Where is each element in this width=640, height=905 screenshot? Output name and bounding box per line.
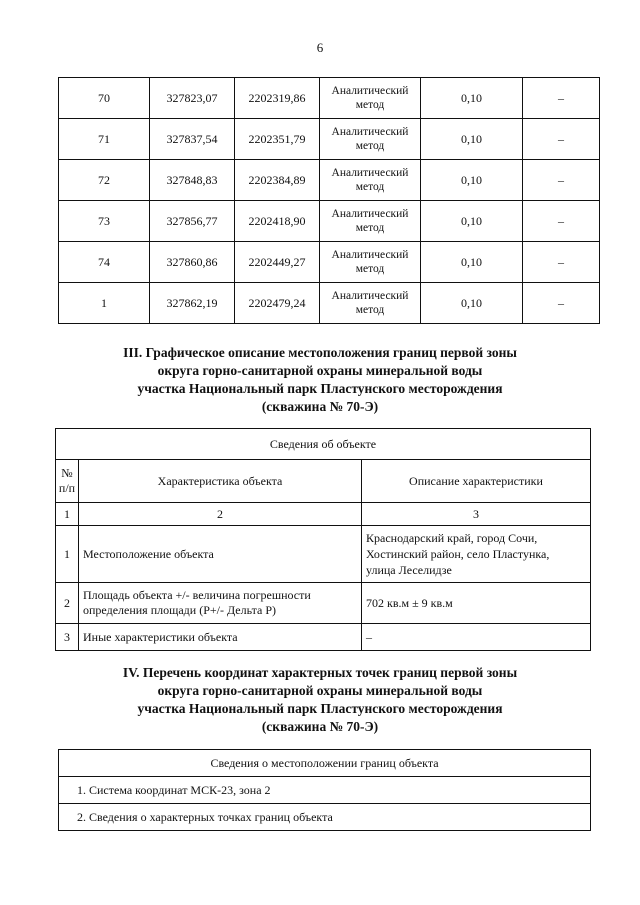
coordinate-row	[59, 119, 600, 160]
precision-cell: 0,10	[421, 242, 523, 283]
row-number: 3	[56, 624, 79, 651]
section-4-heading	[40, 664, 600, 736]
page-number: 6	[316, 40, 324, 55]
column-number-header	[56, 460, 79, 503]
object-table-index-row	[56, 503, 591, 526]
column-characteristic-header: Характеристика объекта	[79, 460, 362, 503]
precision-cell: 0,10	[421, 160, 523, 201]
method-cell	[320, 160, 421, 201]
coordinate-row	[59, 242, 600, 283]
column-index-1: 1	[56, 503, 79, 526]
section-3-heading-line-4: (скважина № 70-Э)	[261, 399, 379, 414]
x-coordinate-cell: 327823,07	[150, 78, 235, 119]
y-coordinate-cell: 2202449,27	[235, 242, 320, 283]
point-number-cell: 74	[59, 242, 150, 283]
method-line: метод	[355, 181, 385, 193]
description-cell	[362, 526, 591, 583]
note-cell: –	[523, 160, 600, 201]
boundary-table-row	[59, 777, 591, 804]
section-4-heading-line-3: участка Национальный парк Пластунского месторождения	[137, 701, 503, 716]
object-table-column-headers	[56, 460, 591, 503]
description-line: улица Леселидзе	[366, 563, 452, 577]
precision-cell: 0,10	[421, 78, 523, 119]
row-number: 2	[56, 583, 79, 624]
method-line: метод	[355, 304, 385, 316]
method-line: метод	[355, 140, 385, 152]
precision-cell: 0,10	[421, 201, 523, 242]
section-4-heading-line-1: IV. Перечень координат характерных точек границ первой зоны	[122, 665, 518, 680]
object-table-row-location	[56, 526, 591, 583]
section-3-heading-line-3: участка Национальный парк Пластунского месторождения	[137, 381, 503, 396]
boundary-table-header: Сведения о местоположении границ объекта	[59, 750, 591, 777]
row-number: 1	[56, 526, 79, 583]
method-cell	[320, 78, 421, 119]
coordinate-row	[59, 78, 600, 119]
coordinate-row	[59, 160, 600, 201]
boundary-info-table	[58, 749, 591, 831]
characteristic-line: Площадь объекта +/- величина погрешности	[83, 588, 311, 602]
object-table-header: Сведения об объекте	[56, 429, 591, 460]
point-number-cell: 71	[59, 119, 150, 160]
note-cell: –	[523, 119, 600, 160]
method-line: Аналитический	[331, 167, 409, 179]
column-number-header-line-2: п/п	[58, 481, 76, 495]
method-line: Аналитический	[331, 290, 409, 302]
precision-cell: 0,10	[421, 119, 523, 160]
section-3-heading-line-2: округа горно-санитарной охраны минеральной воды	[157, 363, 483, 378]
y-coordinate-cell: 2202319,86	[235, 78, 320, 119]
y-coordinate-cell: 2202351,79	[235, 119, 320, 160]
coordinates-table	[58, 77, 600, 324]
boundary-table-header-row	[59, 750, 591, 777]
boundary-table-row	[59, 804, 591, 831]
description-cell: 702 кв.м ± 9 кв.м	[362, 583, 591, 624]
method-cell	[320, 283, 421, 324]
y-coordinate-cell: 2202479,24	[235, 283, 320, 324]
point-number-cell: 73	[59, 201, 150, 242]
object-table-row-area	[56, 583, 591, 624]
x-coordinate-cell: 327837,54	[150, 119, 235, 160]
x-coordinate-cell: 327860,86	[150, 242, 235, 283]
coordinates-table-body	[59, 78, 600, 324]
column-number-header-line-1: №	[61, 466, 73, 480]
section-3-heading-line-1: III. Графическое описание местоположения границ первой зоны	[123, 345, 517, 360]
object-info-table	[55, 428, 591, 651]
method-line: метод	[355, 263, 385, 275]
note-cell: –	[523, 242, 600, 283]
method-line: Аналитический	[331, 249, 409, 261]
y-coordinate-cell: 2202384,89	[235, 160, 320, 201]
method-line: Аналитический	[331, 85, 409, 97]
object-table-row-other	[56, 624, 591, 651]
precision-cell: 0,10	[421, 283, 523, 324]
description-line: Краснодарский край, город Сочи,	[366, 531, 538, 545]
section-4-heading-line-2: округа горно-санитарной охраны минеральной воды	[157, 683, 483, 698]
method-line: Аналитический	[331, 126, 409, 138]
note-cell: –	[523, 201, 600, 242]
object-table-header-row	[56, 429, 591, 460]
coordinate-system-item: 1. Система координат МСК-23, зона 2	[59, 777, 591, 804]
method-line: метод	[355, 222, 385, 234]
x-coordinate-cell: 327856,77	[150, 201, 235, 242]
section-4-heading-line-4: (скважина № 70-Э)	[261, 719, 379, 734]
x-coordinate-cell: 327862,19	[150, 283, 235, 324]
coordinate-row	[59, 283, 600, 324]
point-number-cell: 72	[59, 160, 150, 201]
method-cell	[320, 242, 421, 283]
characteristic-cell: Местоположение объекта	[79, 526, 362, 583]
boundary-points-item: 2. Сведения о характерных точках границ объекта	[59, 804, 591, 831]
column-index-3: 3	[362, 503, 591, 526]
column-index-2: 2	[79, 503, 362, 526]
point-number-cell: 1	[59, 283, 150, 324]
note-cell: –	[523, 78, 600, 119]
description-cell: –	[362, 624, 591, 651]
method-cell	[320, 119, 421, 160]
method-line: метод	[355, 99, 385, 111]
column-description-header: Описание характеристики	[362, 460, 591, 503]
method-line: Аналитический	[331, 208, 409, 220]
coordinate-row	[59, 201, 600, 242]
characteristic-line: определения площади (Р+/- Дельта Р)	[83, 603, 277, 617]
point-number-cell: 70	[59, 78, 150, 119]
description-line: Хостинский район, село Пластунка,	[366, 547, 550, 561]
section-3-heading	[40, 344, 600, 416]
characteristic-cell	[79, 583, 362, 624]
x-coordinate-cell: 327848,83	[150, 160, 235, 201]
characteristic-cell: Иные характеристики объекта	[79, 624, 362, 651]
method-cell	[320, 201, 421, 242]
note-cell: –	[523, 283, 600, 324]
y-coordinate-cell: 2202418,90	[235, 201, 320, 242]
